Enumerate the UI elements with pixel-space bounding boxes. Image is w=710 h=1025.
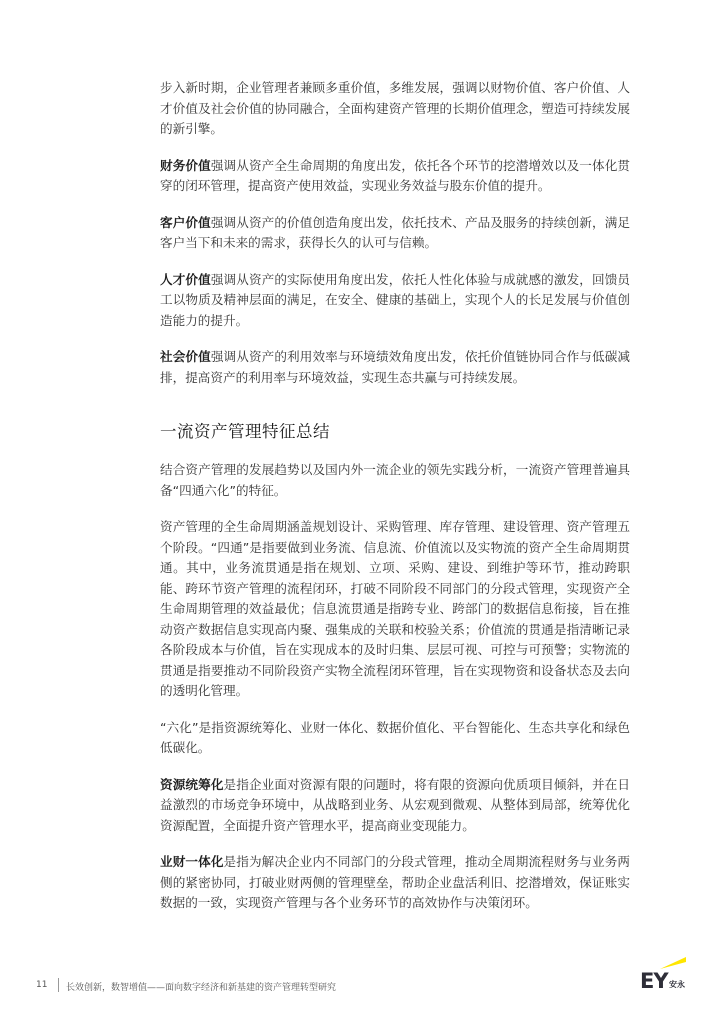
- logo-cn-text: 安永: [669, 980, 685, 989]
- feature-business-finance: [160, 852, 630, 914]
- ey-logo: [640, 957, 690, 997]
- value-customer: [160, 213, 630, 254]
- section-paragraph-3: “六化”是指资源统筹化、业财一体化、数据价值化、平台智能化、生态共享化和绿色低碳化。: [160, 719, 630, 755]
- value-text: 强调从资产的价值创造角度出发，依托技术、产品及服务的持续创新，满足客户当下和未来的需求，获得长久的认可与信赖。: [160, 214, 631, 250]
- value-term: 人才价值: [160, 271, 211, 287]
- intro-paragraph: 步入新时期，企业管理者兼顾多重价值，多维发展，强调以财物价值、客户价值、人才价值及社会价值的协同融合，全面构建资产管理的长期价值理念，塑造可持续发展的新引擎。: [160, 80, 630, 136]
- main-content: [160, 78, 630, 930]
- feature-resource-coordination: [160, 775, 630, 837]
- feature-term: 业财一体化: [160, 854, 224, 869]
- value-term: 财务价值: [160, 157, 211, 173]
- section-heading: 一流资产管理特征总结: [160, 422, 330, 441]
- value-text: 强调从资产全生命周期的角度出发，依托各个环节的挖潜增效以及一体化贯穿的闭环管理，提高资产使用效益，实现业务效益与股东价值的提升。: [160, 157, 631, 193]
- value-text: 强调从资产的利用效率与环境绩效角度出发，依托价值链协同合作与低碳减排，提高资产的利用率与环境效益，实现生态共赢与可持续发展。: [160, 349, 631, 385]
- feature-term: 资源统筹化: [160, 776, 224, 792]
- footer-title: 长效创新，数智增值——面向数字经济和新基建的资产管理转型研究: [66, 983, 337, 993]
- logo-text: EY: [640, 969, 668, 993]
- value-term: 社会价值: [160, 349, 211, 364]
- value-financial: [160, 156, 630, 197]
- value-talent: [160, 270, 630, 332]
- section-paragraph-2: 资产管理的全生命周期涵盖规划设计、采购管理、库存管理、建设管理、资产管理五个阶段。“四通”是指要做到业务流、信息流、价值流以及实物流的资产全生命周期贯通。其中，业务流贯通是指在规划、立项、采购、建设、到维护等环节，推动跨职能、跨环节资产管理的流程闭环，打破不同阶段不同部门的分段式管理，实现资产全生命周期管理的效益最优；信息流贯通是指跨专业、跨部门的数据信息衔接，旨在推动资产数据信息实现高内聚、强集成的关联和校验关系；价值流的贯通是指清晰记录各阶段成本与价值，旨在实现成本的及时归集、层层可视、可控与可预警；实物流的贯通是指要推动不同阶段资产实物全流程闭环管理，旨在实现物资和设备状态及去向的透明化管理。: [160, 519, 630, 698]
- value-text: 强调从资产的实际使用角度出发，依托人性化体验与成就感的激发，回馈员工以物质及精神层面的满足，在安全、健康的基础上，实现个人的长足发展与价值创造能力的提升。: [160, 271, 631, 328]
- feature-text: 是指为解决企业内不同部门的分段式管理，推动全周期流程财务与业务两侧的紧密协同，打破业财两侧的管理壁垒，帮助企业盘活利旧、挖潜增效，保证账实数据的一致，实现资产管理与各个业务环节的高效协作与决策闭环。: [160, 854, 631, 910]
- page-footer: [36, 978, 676, 998]
- section-paragraph-1: 结合资产管理的发展趋势以及国内外一流企业的领先实践分析，一流资产管理普遍具备“四通六化”的特征。: [160, 462, 630, 498]
- value-social: [160, 347, 630, 388]
- value-term: 客户价值: [160, 214, 211, 230]
- ey-beam-icon: [660, 957, 686, 969]
- feature-text: 是指企业面对资源有限的问题时，将有限的资源向优质项目倾斜，并在日益激烈的市场竞争环境中，从战略到业务、从宏观到微观、从整体到局部，统筹优化资源配置，全面提升资产管理水平，提高商业变现能力。: [160, 776, 631, 833]
- footer-divider: [58, 978, 59, 992]
- page-number: 11: [36, 980, 48, 990]
